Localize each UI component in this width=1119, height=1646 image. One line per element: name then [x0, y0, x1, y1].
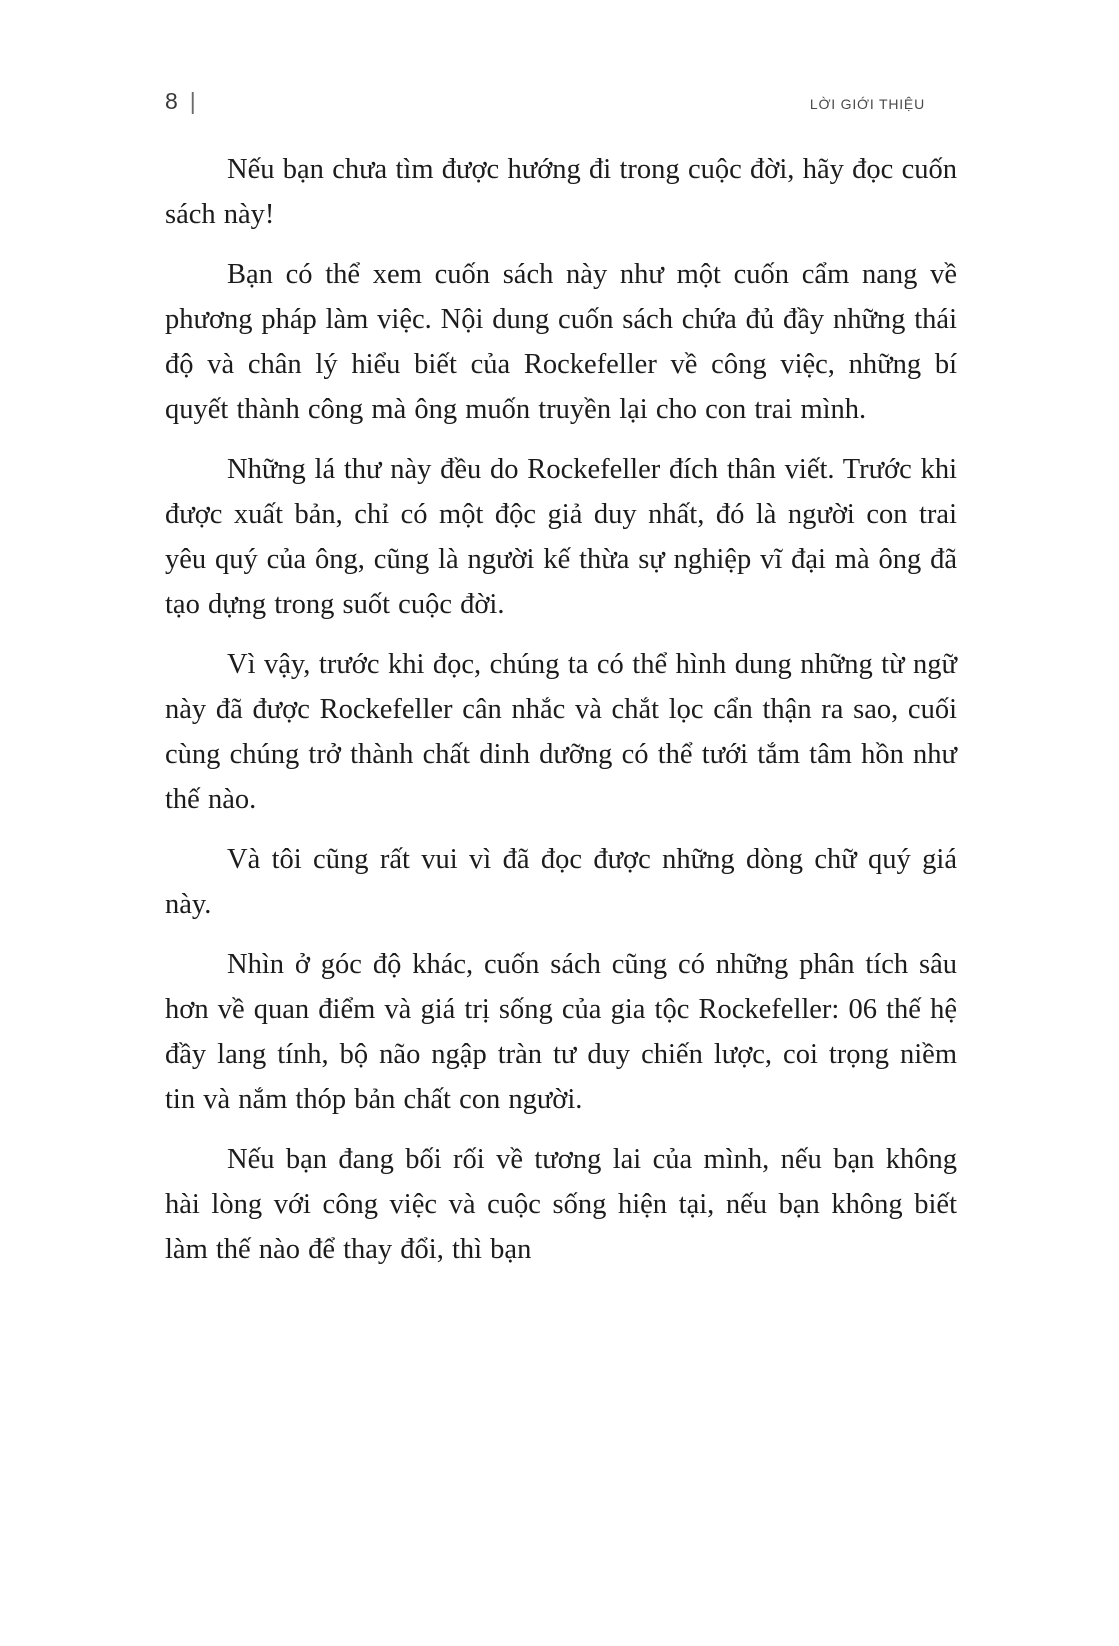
page-number-separator: |: [189, 88, 196, 114]
paragraph: Vì vậy, trước khi đọc, chúng ta có thể hình dung những từ ngữ này đã được Rockefeller cân nhắc và chắt lọc cẩn thận ra sao, cuối cùng chúng trở thành chất dinh dưỡng có thể tưới tắm tâm hồn như thế nào.: [165, 649, 957, 815]
page-body: [165, 147, 957, 1287]
page-number-group: [165, 90, 196, 113]
paragraph: Bạn có thể xem cuốn sách này như một cuốn cẩm nang về phương pháp làm việc. Nội dung cuốn sách chứa đủ đầy những thái độ và chân lý hiểu biết của Rockefeller về công việc, những bí quyết thành công mà ông muốn truyền lại cho con trai mình.: [165, 259, 957, 425]
running-header: [165, 90, 957, 113]
paragraph: Nhìn ở góc độ khác, cuốn sách cũng có những phân tích sâu hơn về quan điểm và giá trị sống của gia tộc Rockefeller: 06 thế hệ đầy lang tính, bộ não ngập tràn tư duy chiến lược, coi trọng niềm tin và nắm thóp bản chất con người.: [165, 949, 957, 1115]
paragraph: Những lá thư này đều do Rockefeller đích thân viết. Trước khi được xuất bản, chỉ có một độc giả duy nhất, đó là người con trai yêu quý của ông, cũng là người kế thừa sự nghiệp vĩ đại mà ông đã tạo dựng trong suốt cuộc đời.: [165, 454, 957, 620]
paragraph: Nếu bạn đang bối rối về tương lai của mình, nếu bạn không hài lòng với công việc và cuộc sống hiện tại, nếu bạn không biết làm thế nào để thay đổi, thì bạn: [165, 1144, 957, 1265]
page-number: 8: [165, 88, 178, 114]
running-title: LỜI GIỚI THIỆU: [809, 96, 925, 112]
paragraph: Nếu bạn chưa tìm được hướng đi trong cuộc đời, hãy đọc cuốn sách này!: [165, 154, 957, 230]
paragraph: Và tôi cũng rất vui vì đã đọc được những dòng chữ quý giá này.: [165, 844, 957, 920]
